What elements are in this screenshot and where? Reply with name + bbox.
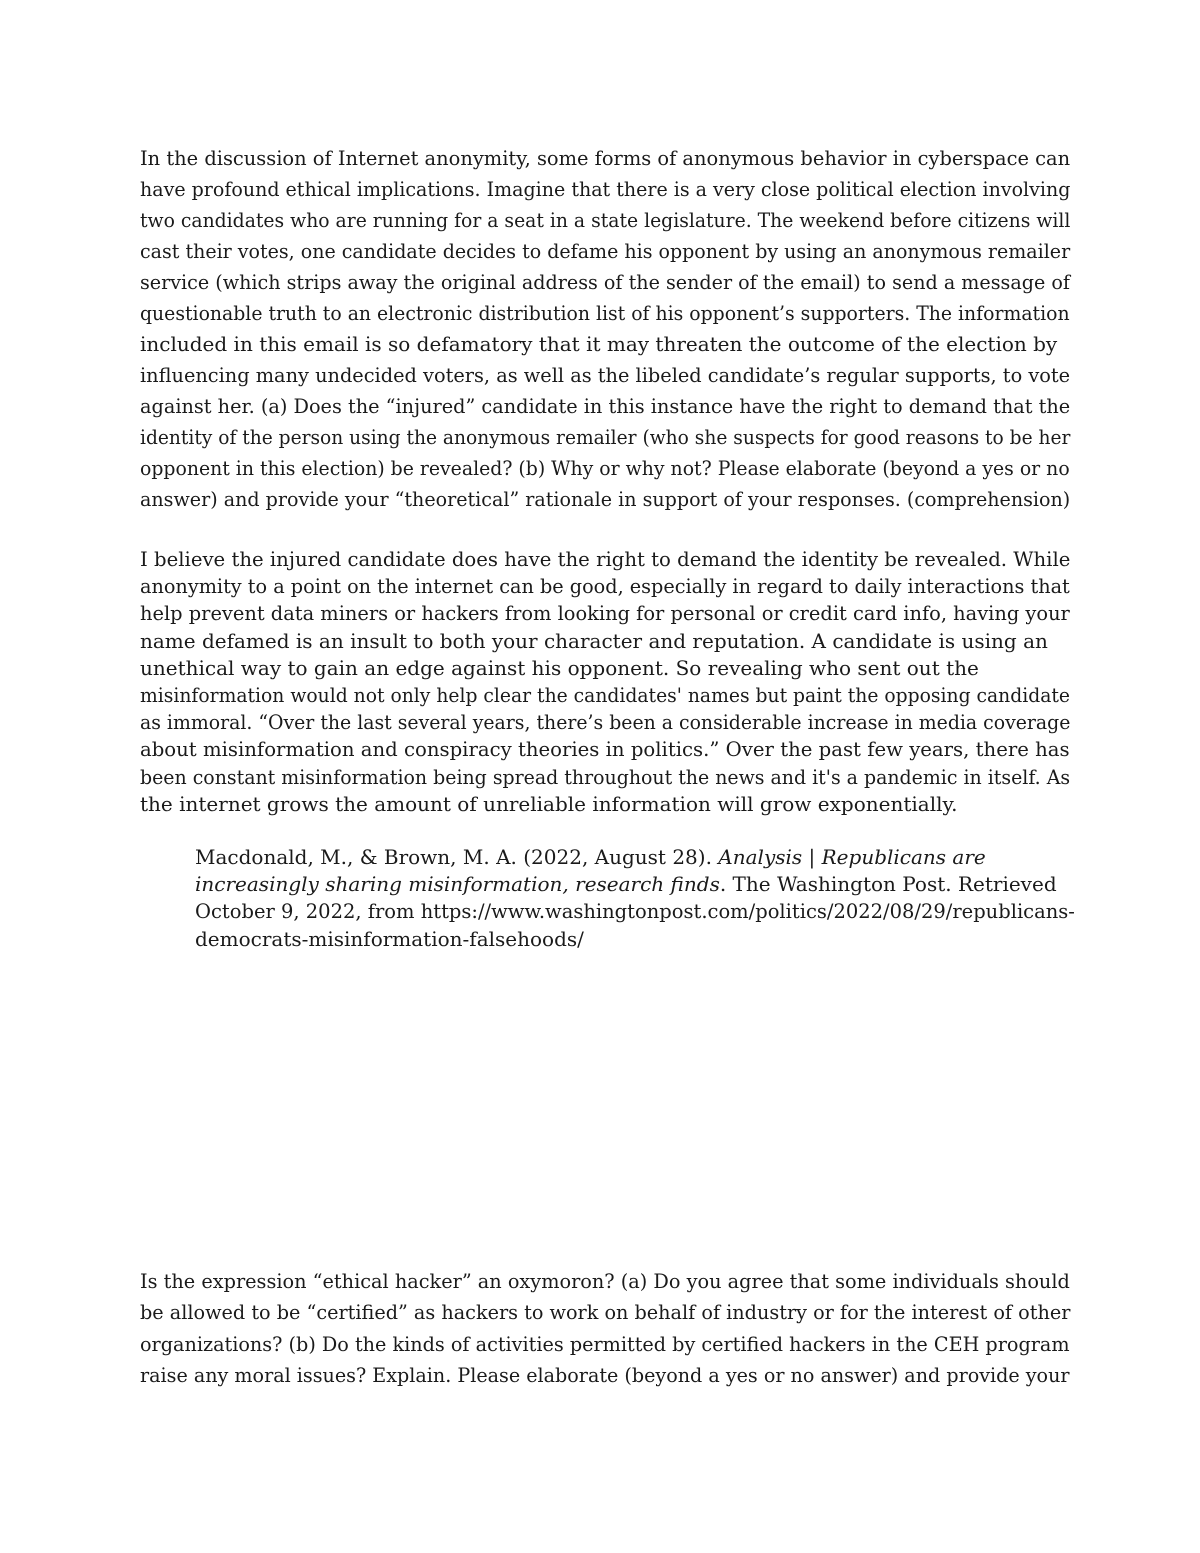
reference-authors: Macdonald, M., & Brown, M. A. (2022, August 28). <box>195 845 719 869</box>
text-line: be allowed to be “certified” as hackers to work on behalf of industry or for the interest of other <box>140 1300 1071 1325</box>
text-line: raise any moral issues? Explain. Please elaborate (beyond a yes or no answer) and provide your <box>140 1362 1070 1387</box>
text-line: service (which strips away the original address of the sender of the email) to send a message of <box>140 270 1070 294</box>
text-line: have profound ethical implications. Imagine that there is a very close political election involving <box>140 177 1071 201</box>
text-line: against her. (a) Does the “injured” candidate in this instance have the right to demand that the <box>140 394 1071 418</box>
text-line: misinformation would not only help clear the candidates' names but paint the opposing candidate <box>140 683 1070 708</box>
text-line: unethical way to gain an edge against his opponent. So revealing who sent out the <box>140 655 979 680</box>
reference-line-3: October 9, 2022, from https://www.washingtonpost.com/politics/2022/08/29/republicans- <box>195 899 1075 924</box>
reference-line-2 <box>195 871 1075 898</box>
text-line: In the discussion of Internet anonymity, some forms of anonymous behavior in cyberspace can <box>140 146 1071 170</box>
reference-line-4: democrats-misinformation-falsehoods/ <box>195 926 584 951</box>
question-2-paragraph <box>140 1266 1070 1391</box>
text-line: as immoral. “Over the last several years, there’s been a considerable increase in media coverage <box>140 710 1071 735</box>
answer-1-paragraph <box>140 546 1070 818</box>
text-line: influencing many undecided voters, as well as the libeled candidate’s regular supports, to vote <box>140 363 1071 387</box>
text-line: about misinformation and conspiracy theories in politics.” Over the past few years, there has <box>140 737 1070 762</box>
reference-citation <box>195 844 1075 953</box>
text-line: two candidates who are running for a seat in a state legislature. The weekend before citizens will <box>140 208 1071 232</box>
text-line: Is the expression “ethical hacker” an oxymoron? (a) Do you agree that some individuals should <box>140 1269 1070 1293</box>
reference-publisher: . The Washington Post. Retrieved <box>719 872 1057 897</box>
text-line: identity of the person using the anonymous remailer (who she suspects for good reasons to be her <box>140 425 1071 449</box>
text-line: included in this email is so defamatory that it may threaten the outcome of the election by <box>140 332 1058 356</box>
text-line: I believe the injured candidate does have the right to demand the identity be revealed. While <box>140 547 1071 571</box>
text-line: answer) and provide your “theoretical” rationale in support of your responses. (comprehension) <box>140 487 1071 511</box>
text-line: name defamed is an insult to both your character and reputation. A candidate is using an <box>140 628 1048 653</box>
reference-line-1 <box>195 844 1075 871</box>
text-line: organizations? (b) Do the kinds of activities permitted by certified hackers in the CEH program <box>140 1331 1070 1356</box>
text-line: opponent in this election) be revealed? (b) Why or why not? Please elaborate (beyond a yes or no <box>140 456 1070 480</box>
text-line: cast their votes, one candidate decides to defame his opponent by using an anonymous remailer <box>140 239 1071 263</box>
text-line: questionable truth to an electronic distribution list of his opponent’s supporters. The information <box>140 301 1070 325</box>
reference-title-part-2: increasingly sharing misinformation, research finds <box>195 872 720 897</box>
text-line: help prevent data miners or hackers from looking for personal or credit card info, having your <box>140 601 1070 626</box>
reference-title-part-1: Analysis | Republicans are <box>718 845 986 869</box>
question-1-paragraph <box>140 143 1070 515</box>
text-line: been constant misinformation being spread throughout the news and it's a pandemic in itself. As <box>140 764 1071 789</box>
text-line: anonymity to a point on the internet can be good, especially in regard to daily interactions that <box>140 574 1070 599</box>
text-line: the internet grows the amount of unreliable information will grow exponentially. <box>140 791 958 816</box>
